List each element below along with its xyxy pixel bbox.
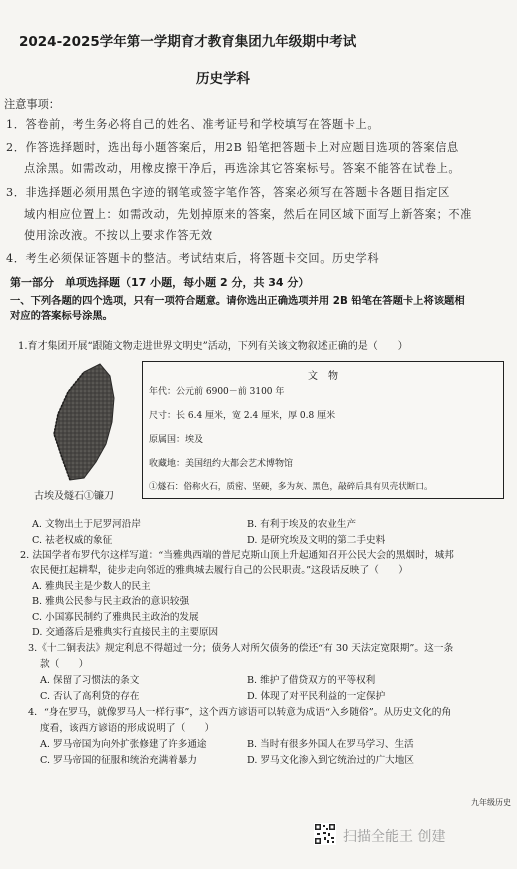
note-line-1: 1．答卷前，考生务必将自己的姓名、准考证号和学校填写在答题卡上。: [6, 118, 380, 131]
q4-option-c: C. 罗马帝国的征服和统治充满着暴力: [40, 755, 198, 766]
q1-option-b: B. 有利于埃及的农业生产: [247, 519, 357, 530]
q1-option-a: A. 文物出土于尼罗河沿岸: [32, 519, 141, 530]
q4-option-a: A. 罗马帝国为向外扩张修建了许多通途: [40, 739, 207, 750]
artifact-info-box: [142, 361, 504, 499]
artifact-size: 尺寸：长 6.4 厘米，宽 2.4 厘米，厚 0.8 厘米: [149, 411, 336, 421]
flint-sickle-image: [40, 362, 124, 482]
note-line-7: 4．考生必须保证答题卡的整洁。考试结束后，将答题卡交回。历史学科: [6, 252, 380, 265]
q2-option-a: A. 雅典民主是少数人的民主: [32, 581, 151, 592]
q2-option-b: B. 雅典公民参与民主政治的意识较强: [32, 596, 190, 607]
q4-option-b: B. 当时有很多外国人在罗马学习、生活: [247, 739, 414, 750]
note-line-6: 使用涂改液。不按以上要求作答无效: [24, 229, 213, 242]
qr-code-icon: [314, 823, 336, 845]
note-line-4: 3．非选择题必须用黑色字迹的钢笔或签字笔作答，答案必须写在答题卡各题目指定区: [6, 186, 450, 199]
q1-image-caption: 古埃及燧石①镰刀: [34, 491, 114, 502]
exam-title: 2024-2025学年第一学期育才教育集团九年级期中考试: [19, 34, 357, 50]
q2-stem-1: 2. 法国学者布罗代尔这样写道：“当雅典西端的普尼克斯山顶上升起通知召开公民大会的黑烟时，城邦: [20, 550, 454, 561]
q3-option-a: A. 保留了习惯法的条文: [40, 675, 140, 686]
artifact-origin: 原属国：埃及: [149, 435, 204, 445]
artifact-museum: 收藏地：美国纽约大都会艺术博物馆: [149, 459, 294, 469]
note-line-3: 点涂黑。如需改动，用橡皮擦干净后，再选涂其它答案标号。答案不能答在试卷上。: [24, 162, 461, 175]
q3-option-c: C. 否认了高利贷的存在: [40, 691, 140, 702]
artifact-box-header: 文 物: [308, 371, 338, 382]
q4-stem-2: 度看，该西方谚语的形成说明了（ ）: [40, 723, 215, 734]
note-line-2: 2．作答选择题时，选出每小题答案后，用2B 铅笔把答题卡上对应题目选项的答案信息: [6, 141, 459, 154]
q1-option-d: D. 是研究埃及文明的第二手史料: [247, 535, 386, 546]
scanner-watermark: 扫描全能王 创建: [343, 829, 446, 845]
page-label: 九年级历史: [471, 798, 511, 807]
artifact-era: 年代：公元前 6900－前 3100 年: [149, 387, 285, 397]
q4-option-d: D. 罗马文化渗入到它统治过的广大地区: [247, 755, 414, 766]
notes-heading: 注意事项：: [4, 98, 60, 111]
q3-stem-2: 款（ ）: [40, 659, 89, 670]
section-instruction-2: 对应的答案标号涂黑。: [10, 310, 113, 322]
q2-stem-2: 农民便扛起耕犁，徒步走向邻近的雅典城去履行自己的公民职责。”这段话反映了（ ）: [30, 565, 408, 576]
q1-option-c: C. 祛老权威的象征: [32, 535, 113, 546]
artifact-note: ①燧石：俗称火石，质密、坚硬，多为灰、黑色，敲碎后具有贝壳状断口。: [149, 482, 433, 492]
q2-option-c: C. 小国寡民制约了雅典民主政治的发展: [32, 612, 199, 623]
section-heading: 第一部分 单项选择题（17 小题，每小题 2 分，共 34 分）: [10, 276, 310, 289]
q3-stem-1: 3.《十二铜表法》规定利息不得超过一分；债务人对所欠债务的偿还“有 30 天法定宽限期”。这一条: [28, 643, 454, 654]
section-instruction-1: 一、下列各题的四个选项，只有一项符合题意。请你选出正确选项并用 2B 铅笔在答题卡上将该题相: [10, 295, 465, 307]
q3-option-b: B. 维护了借贷双方的平等权利: [247, 675, 376, 686]
q3-option-d: D. 体现了对平民利益的一定保护: [247, 691, 386, 702]
q2-option-d: D. 交通落后是雅典实行直接民主的主要原因: [32, 627, 219, 638]
q1-stem: 1.育才集团开展“跟随文物走进世界文明史”活动，下列有关该文物叙述正确的是（ ）: [18, 341, 408, 352]
subject-title: 历史学科: [196, 71, 250, 87]
q4-stem-1: 4．“身在罗马，就像罗马人一样行事”，这个西方谚语可以转意为成语“入乡随俗”。从历史文化的角: [28, 707, 452, 718]
note-line-5: 域内相应位置上：如需改动，先划掉原来的答案，然后在同区域下面写上新答案；不准: [24, 208, 472, 221]
